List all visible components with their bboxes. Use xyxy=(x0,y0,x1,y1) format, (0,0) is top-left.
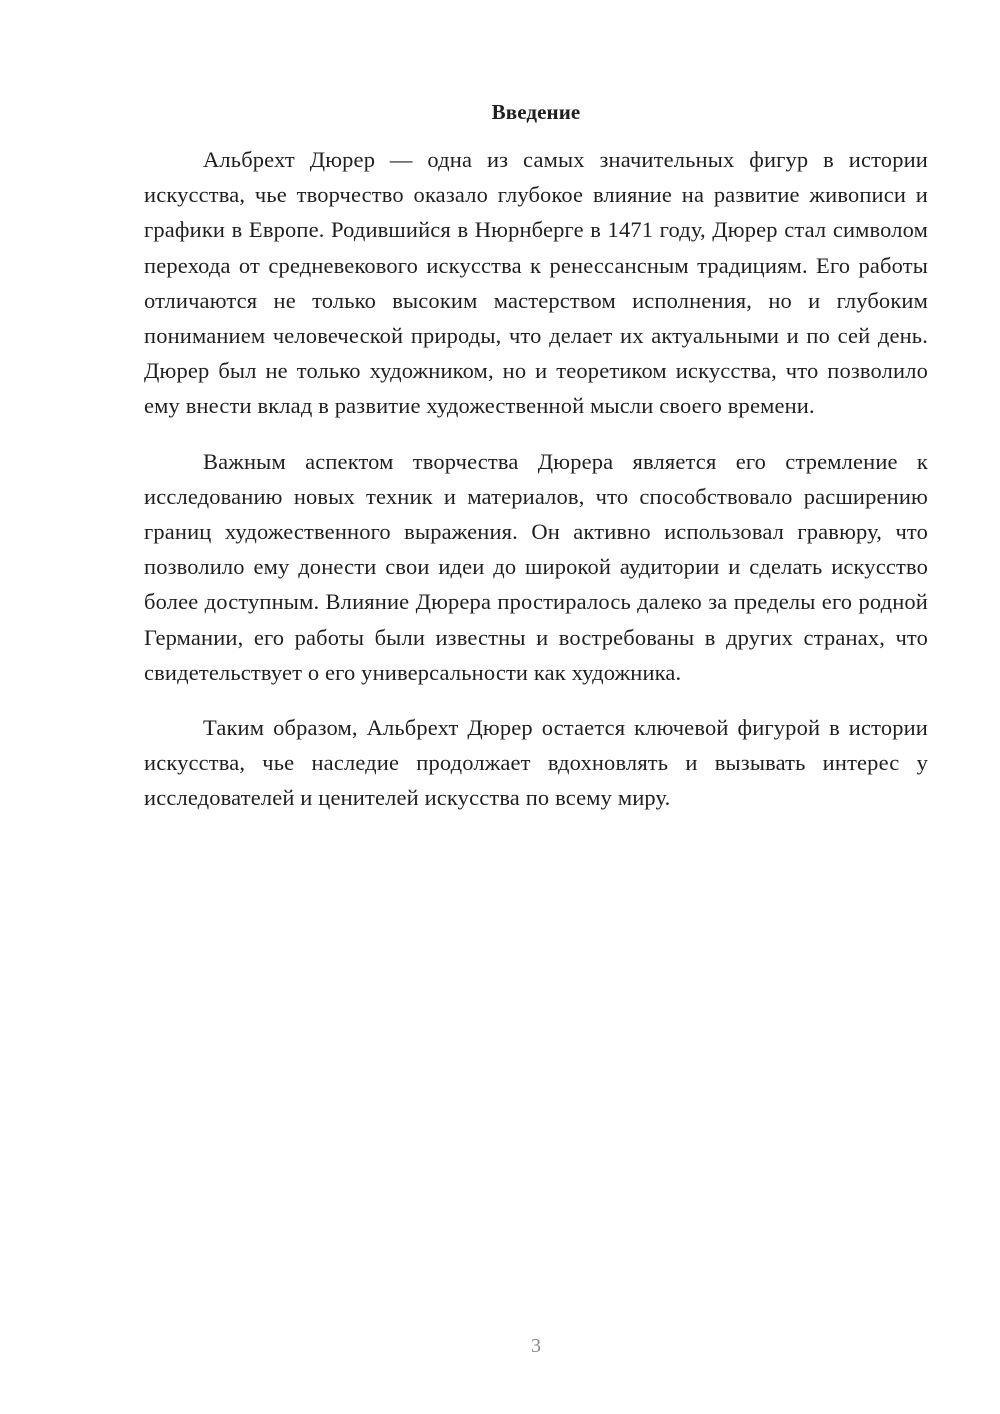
paragraph-intro: Альбрехт Дюрер — одна из самых значительных фигур в истории искусства, чье творчество оказало глубокое влияние на развитие живописи и графики в Европе. Родившийся в Нюрнберге в 1471 году, Дюрер стал символом перехода от средневекового искусства к ренессансным традициям. Его работы отличаются не только высоким мастерством исполнения, но и глубоким пониманием человеческой природы, что делает их актуальными и по сей день. Дюрер был не только художником, но и теоретиком искусства, что позволило ему внести вклад в развитие художественной мысли своего времени. xyxy=(144,147,928,419)
body-text xyxy=(144,142,928,816)
paragraph-conclusion: Таким образом, Альбрехт Дюрер остается ключевой фигурой в истории искусства, чье наследие продолжает вдохновлять и вызывать интерес у исследователей и ценителей искусства по всему миру. xyxy=(144,715,928,811)
page-number: 3 xyxy=(531,1335,541,1357)
section-heading: Введение xyxy=(491,100,581,124)
paragraph-techniques: Важным аспектом творчества Дюрера является его стремление к исследованию новых техник и материалов, что способствовало расширению границ художественного выражения. Он активно использовал гравюру, что позволило ему донести свои идеи до широкой аудитории и сделать искусство более доступным. Влияние Дюрера простиралось далеко за пределы его родной Германии, его работы были известны и востребованы в других странах, что свидетельствует о его универсальности как художника. xyxy=(144,448,928,685)
